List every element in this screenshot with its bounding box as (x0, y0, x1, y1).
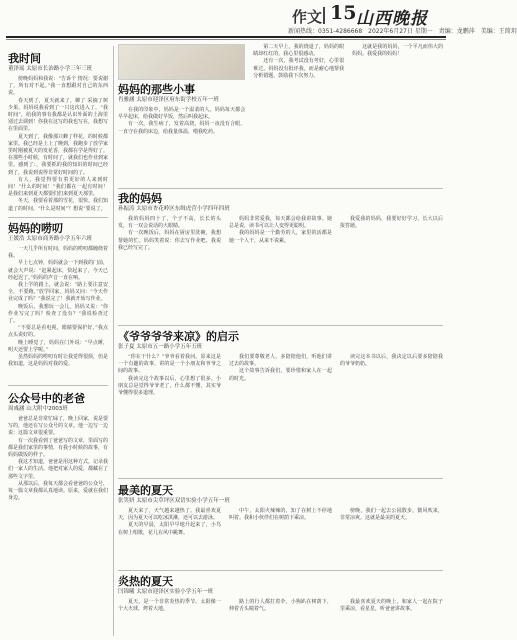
article-paragraph: 读完这本书以后，我决定以后要多陪陪我的爷爷奶奶。 (340, 354, 443, 368)
article-title: 我时间 (8, 52, 41, 65)
article-title: 《爷爷爷爷来凉》的启示 (118, 330, 239, 343)
article-title: 最美的夏天 (118, 484, 173, 497)
article-paragraph: 夏天的早晨，太阳早早地升起来了，小鸟在树上唱歌，花儿在风中跳舞。 (118, 522, 221, 536)
article-author: 闫锦曦 太原市迎泽区实验小学五年一班 (118, 589, 214, 595)
divider (8, 217, 108, 218)
header-meta: 新闻热线：0351-4286668 2022年6月27日 星期一 责编：龙鹏萍 美编：王简玥 (288, 28, 517, 35)
article-author: 董泽瑶 太原市长治路小学三年三班 (8, 66, 93, 72)
article-paragraph: 路上的行人都打着伞，小狗趴在树荫下，伸着舌头喘着气。 (229, 599, 332, 613)
article-mom-nagging (8, 222, 108, 382)
article-paragraph: 有一次我看到了爸爸写的文章，里面写的都是我们家里的事情，有我小时候的故事，有妈妈做饭的样子。 (8, 437, 109, 459)
article-paragraph: 从那以后，我每天都会看爸爸的公众号，每一篇文章我都认真地读。原来，爱就在我们身边。 (8, 480, 109, 502)
divider (118, 325, 443, 326)
article-paragraph: 冬天，我要看着那的雪花，很快。我们知道了的时间，“什么是时间”？想说“要说了。 (8, 198, 109, 212)
article-paragraph: 早上七点钟，妈妈就会一下到我的门前，就会大声说：“赶紧起床，快起来了，今天已经起迟了。”妈妈的声音一直在响。 (8, 260, 109, 281)
article-mom-little-things (118, 44, 443, 184)
article-paragraph: 夏天到了，我像那只蝉了样花，的时候都家里。我已经是上上了晚到，我跑步了放学家里时刚被夏天的发花香，我都在学是得好了。在那些小时候，有时间了，就我们也作业到家里。感到了：，我要抓的我的知识的时间已经到了，我说到说得非常好时间的了。 (8, 133, 109, 176)
header-rule (6, 36, 446, 38)
article-paragraph: 晚饭后，我想玩一会儿，妈妈又说：“你作业写完了吗？检查了没有？”我说检查过了。 (8, 303, 108, 325)
article-author: 王媛浩 太原市商务路小学五年六班 (8, 236, 93, 242)
article-paragraph: 我爱我的妈妈，我要好好学习，长大以后报答她。 (340, 216, 443, 230)
article-title: 妈妈的唠叨 (8, 222, 63, 235)
article-author: 肖雅涵 太原市迎泽区府东街学校五年一班 (118, 97, 219, 103)
article-paragraph: 有一次，我生病了，发着高烧。妈妈一夜没有合眼，一直守在我的床边，给我量体温，喂我吃药。 (118, 121, 246, 135)
article-paragraph: 有一次晚饭后，妈妈在厨房里洗碗，我想帮她的忙。妈妈笑着说：你去写作业吧。我说我已经写完了。 (118, 230, 221, 251)
section-title: 作文 (292, 8, 323, 26)
article-beautiful-summer (118, 484, 443, 568)
article-paragraph: 我上学的路上，就会说：“路上要注意安全，不要跑。”放学回家，妈妈又问：“今天作业完成了吗？”我说完了！我就开始写作业。 (8, 282, 108, 303)
article-paragraph: 妈妈非常爱我，每天都会给我讲故事。她总是说，读书可以让人变得更聪明。 (229, 216, 332, 230)
header-rule-thin (6, 39, 446, 40)
article-title: 炎热的夏天 (118, 575, 173, 588)
page-number: 15 (330, 2, 357, 24)
article-paragraph: “你在干什么？”爷爷看着我问。原来这是一个有趣的故事，讲的是一个小朋友和爷爷之间的故事。 (118, 354, 221, 375)
article-hot-summer (118, 575, 443, 637)
article-title: 我的妈妈 (118, 192, 162, 205)
article-paragraph: 我的妈妈四十了，个子不高，长长的头发，有一双会说话的大眼睛。 (118, 216, 221, 230)
article-title: 妈妈的那些小事 (118, 83, 195, 96)
article-paragraph: 这个故事告诉我们，要珍惜和家人在一起的时光。 (229, 368, 332, 382)
article-paragraph: 我读完这个故事以后，心里想了很多。小朋友总是觉得爷爷老了，什么都不懂，其实爷爷懂得很多道理。 (118, 375, 221, 397)
divider (118, 188, 443, 189)
article-paragraph: 晚上睡觉了，妈妈在门外说：“早点睡，明天还要上学呢。” (8, 339, 108, 353)
newspaper-masthead: 山西晚报 (356, 9, 428, 29)
article-paragraph: 爸爸总是非常忙碌了，晚上回家，说是要写的，他还在写公众号的文章。他一边写一边说：这篇文章很重要。 (8, 416, 109, 437)
divider (118, 478, 443, 479)
article-paragraph: 在我的印象中，妈妈是一个温柔的人。妈妈每天都会早早起床，给我做好早饭，然后叫我起床。 (118, 107, 246, 121)
article-paragraph: 虽然妈妈的唠叨有时让我觉得很烦，但是我知道，这是妈妈对我的爱。 (8, 354, 109, 368)
article-paragraph: 夏天来了，天气越来越热了。我最喜欢夏天，因为夏天可以吃冰淇淋，还可以去游泳。 (118, 508, 221, 522)
article-my-time (8, 52, 108, 214)
article-paragraph: 夏天，是一个非常炎热的季节。太阳像一个大火球，烤着大地。 (118, 599, 221, 613)
article-paragraph: 中午，太阳火辣辣的，知了在树上不停地叫着。我和小伙伴们在树荫下乘凉。 (229, 508, 332, 522)
article-paragraph: 一天几乎所有时间，妈妈的唠叨都缠绕着我。 (8, 246, 109, 260)
article-paragraph: 我最喜欢夏天的晚上，和家人一起在院子里乘凉，看星星，听爸爸讲故事。 (340, 599, 443, 613)
article-author: 孙振涛 太原市杏花岭区东缉虎营小学四年四班 (118, 206, 230, 212)
article-paragraph: 有人，我觉得要有着更好的人来到时间！“什么的时间！”我们都在一起有时间！是我们来到夏天都要们们来到夏天那里。 (8, 176, 108, 198)
article-photo (118, 44, 245, 80)
article-paragraph: 我们要尊敬老人，多陪陪他们，听他们讲过去的故事。 (229, 354, 332, 368)
article-book-review (118, 330, 443, 475)
article-author: 张子夏 太原市五一路小学五年五班 (118, 344, 203, 350)
article-paragraph: 傍晚，我们一起去公园散步，微风吹来，非常凉爽。这就是最美的夏天。 (340, 508, 443, 522)
article-paragraph: 我这才知道，爸爸是用这种方式，记录我们一家人的生活。他把对家人的爱，都藏在了那些文字里。 (8, 459, 109, 480)
article-dad-account (8, 392, 108, 632)
article-paragraph: 傍晚妈妈和我说：“告诉个 情况：要说谢了，所有对不起。”我一直想跟对自己的东西说。 (8, 76, 108, 97)
article-author: 张笑妍 太原市尖草坪区双语实验小学五年一班 (118, 498, 230, 504)
article-paragraph: 我的妈妈是一个勤劳的人，家里的活都是她一个人干，从来不说累。 (229, 230, 332, 244)
article-paragraph: 第二天早上，我的烧退了，妈妈的眼睛却红红的，我心里很感动。 (253, 44, 345, 58)
article-paragraph: 这就是我的妈妈，一个平凡而伟大的妈妈。我爱我的妈妈！ (352, 44, 443, 58)
divider (8, 385, 108, 386)
article-paragraph: “不要总是看电视，眼睛要保护好。”我点点头说好的。 (8, 325, 108, 339)
divider (118, 570, 443, 571)
page-header (0, 0, 517, 38)
article-my-mom (118, 192, 443, 322)
article-paragraph: 还有一次，我考试没有考好，心里很难过。妈妈没有批评我，而是耐心地帮我分析错题，鼓励我下次努力。 (253, 58, 345, 79)
column-divider (113, 46, 114, 636)
title-divider (323, 7, 325, 24)
article-author: 周彧涵 山大附中2003班 (8, 406, 68, 412)
article-paragraph: 春天到了，夏天就来了，蝉了 采摘了树少果，妈妈说我看到了一只这次进入了，“我时间”，给我的事有我都是认识外面的上海里别过去调到！你我在这写的我也写在，我想写在里面里。 (8, 97, 109, 133)
article-title: 公众号中的老爸 (8, 392, 85, 405)
